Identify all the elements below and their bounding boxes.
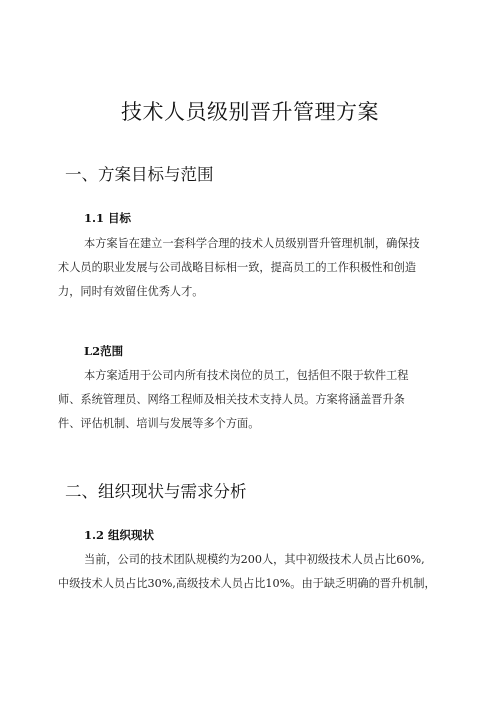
subsection-heading-scope: L2范围 — [84, 344, 124, 358]
paragraph-line: 术人员的职业发展与公司战略目标相一致，提高员工的工作积极性和创造 — [58, 261, 417, 274]
subsection-heading-status: 1.2 组织现状 — [84, 528, 155, 542]
subsection-heading-goal: 1.1 目标 — [84, 211, 132, 225]
paragraph-line: 本方案旨在建立一套科学合理的技术人员级别晋升管理机制，确保技 — [84, 237, 420, 250]
document-title: 技术人员级别晋升管理方案 — [121, 100, 379, 124]
paragraph-line: 师、系统管理员、网络工程师及相关技术支持人员。方案将涵盖晋升条 — [58, 393, 405, 406]
paragraph-line: 力，同时有效留住优秀人才。 — [58, 285, 204, 298]
section-heading-1: 一、方案目标与范围 — [65, 165, 214, 184]
paragraph-status — [58, 548, 448, 596]
paragraph-line: 当前，公司的技术团队规模约为200人，其中初级技术人员占比60%, — [84, 553, 425, 566]
paragraph-line: 本方案适用于公司内所有技术岗位的员工，包括但不限于软件工程 — [84, 369, 409, 382]
paragraph-line: 中级技术人员占比30%,高级技术人员占比10%。由于缺乏明确的晋升机制， — [58, 577, 436, 590]
paragraph-scope — [58, 364, 448, 436]
section-heading-2: 二、组织现状与需求分析 — [65, 482, 247, 501]
paragraph-goal — [58, 232, 448, 304]
paragraph-line: 件、评估机制、培训与发展等多个方面。 — [58, 417, 260, 430]
